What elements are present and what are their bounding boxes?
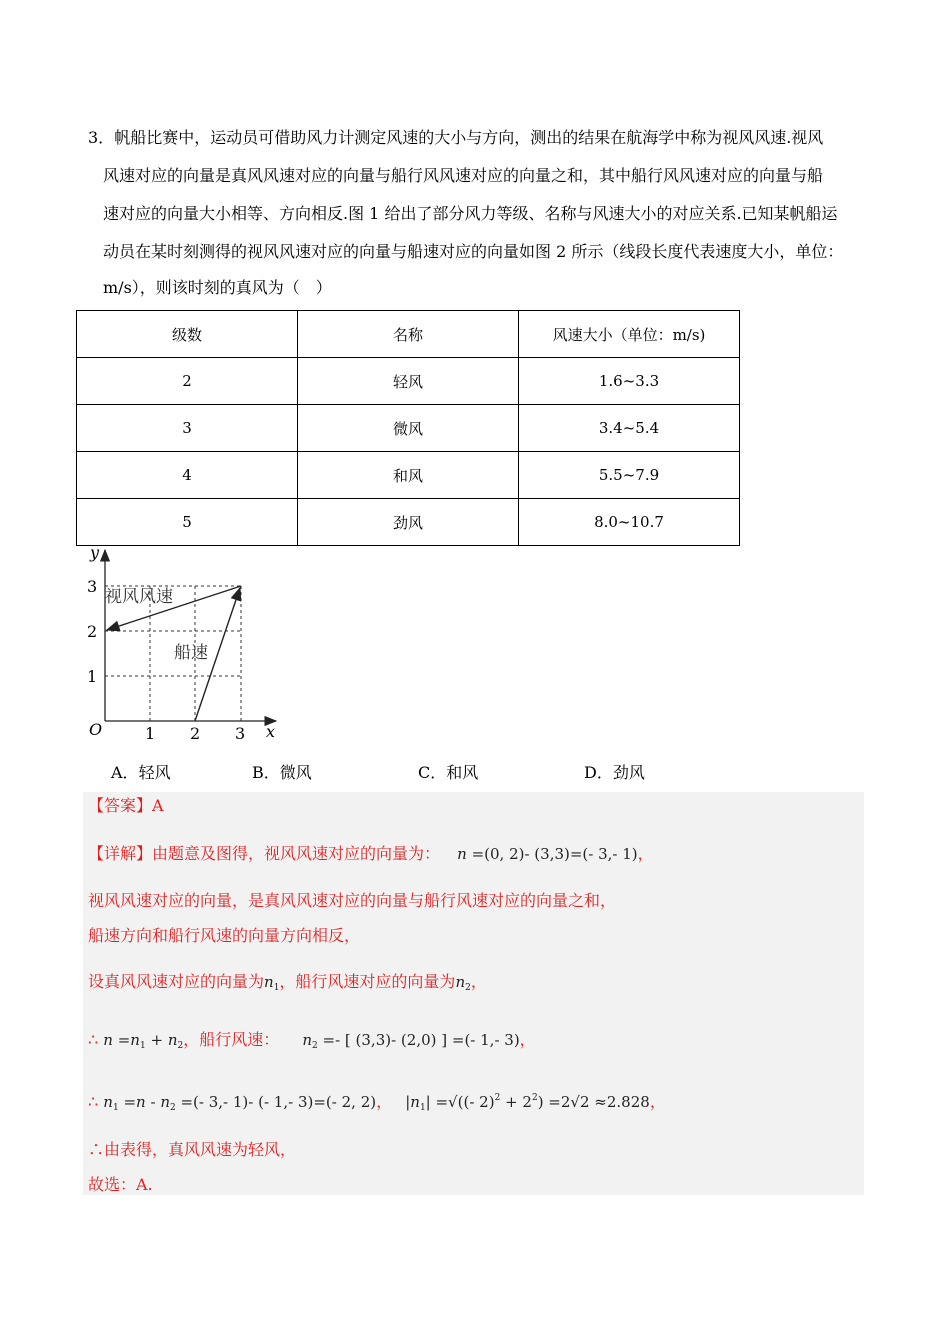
vector-diagram — [76, 545, 296, 745]
therefore-symbol: ∴ — [88, 1030, 99, 1049]
question-line-3: 速对应的向量大小相等、方向相反.图 1 给出了部分风力等级、名称与风速大小的对应关系.已知某帆船运 — [103, 204, 838, 223]
formula-magnitude: $|n_1|$ =√((- $2)^2 + 2^2) =2√2 \approx 2.828$ — [405, 1093, 650, 1113]
x-tick-label: 2 — [190, 724, 201, 743]
table-cell: 5.5~7.9 — [519, 452, 740, 499]
table-cell: 轻风 — [298, 358, 519, 405]
question-text-1: 帆船比赛中，运动员可借助风力计测定风速的大小与方向，测出的结果在航海学中称为视风风速.视风 — [114, 128, 824, 147]
y-axis-label: y — [90, 545, 100, 562]
detail-line-7: ∴由表得，真风风速为轻风， — [88, 1140, 297, 1159]
table-cell: 1.6~3.3 — [519, 358, 740, 405]
option-letter: D． — [584, 763, 613, 782]
detail-line-1 — [88, 844, 654, 864]
question-number: 3． — [88, 128, 115, 147]
table-cell: 2 — [77, 358, 298, 405]
detail-line-3: 船速方向和船行风速的向量方向相反， — [88, 926, 361, 945]
formula-true-wind: $n_1 =n - n_2$ =(- 3,- 1)- (- 1,- 3)=(- 2, 2) — [103, 1093, 377, 1113]
option-letter: C． — [418, 763, 447, 782]
table-cell: 劲风 — [298, 499, 519, 546]
table-header-row — [77, 311, 740, 358]
option-letter: A． — [111, 763, 139, 782]
apparent-wind-label: 视风风速 — [105, 587, 173, 607]
punctuation: ， — [637, 844, 654, 863]
option-b[interactable] — [252, 760, 312, 783]
table-header-cell: 名称 — [298, 311, 519, 358]
y-tick-label: 1 — [87, 667, 98, 686]
table-row — [77, 499, 740, 546]
table-row — [77, 358, 740, 405]
table-row — [77, 452, 740, 499]
formula-apparent-vector: n =(0, 2)- (3,3)=(- 3,- 1) — [457, 845, 638, 863]
table-cell: 4 — [77, 452, 298, 499]
therefore-symbol: ∴ — [88, 1092, 99, 1111]
detail-tag: 【详解】 — [88, 844, 153, 863]
x-tick-label: 3 — [235, 724, 246, 743]
question-line-1 — [88, 128, 823, 148]
answer-tag: 【答案】 — [88, 796, 153, 815]
detail-intro: 由题意及图得，视风风速对应的向量为： — [152, 844, 441, 863]
x-axis-label: x — [266, 722, 276, 741]
option-letter: B． — [252, 763, 280, 782]
table-header-cell: 级数 — [77, 311, 298, 358]
detail-line-5 — [88, 1030, 536, 1056]
table-row — [77, 405, 740, 452]
detail-text: ， — [470, 972, 487, 991]
origin-label: O — [89, 720, 103, 739]
detail-text: 设真风风速对应的向量为 — [88, 972, 265, 991]
boat-speed-label: 船速 — [174, 643, 208, 663]
answer-line — [88, 796, 164, 816]
formula-sum: $n =n_1 + n_2$ — [103, 1031, 184, 1051]
question-line-2: 风速对应的向量是真风风速对应的向量与船行风风速对应的向量之和，其中船行风风速对应的向量与船 — [103, 166, 824, 185]
punctuation: ， — [376, 1092, 393, 1111]
detail-text: ，船行风速： — [183, 1030, 280, 1049]
question-line-4: 动员在某时刻测得的视风风速对应的向量与船速对应的向量如图 2 所示（线段长度代表速度大小，单位： — [103, 242, 844, 261]
option-text: 轻风 — [138, 763, 171, 782]
wind-level-table — [76, 310, 740, 546]
detail-line-4 — [88, 972, 487, 998]
table-cell: 3 — [77, 405, 298, 452]
table-cell: 和风 — [298, 452, 519, 499]
option-d[interactable] — [584, 760, 645, 783]
detail-line-2: 视风风速对应的向量，是真风风速对应的向量与船行风速对应的向量之和， — [88, 891, 617, 910]
table-cell: 5 — [77, 499, 298, 546]
formula-boat-wind: $n_2$ =- [ (3,3)- (2,0) ] =(- 1,- 3) — [302, 1031, 520, 1051]
option-text: 微风 — [279, 763, 312, 782]
table-cell: 8.0~10.7 — [519, 499, 740, 546]
y-tick-label: 2 — [87, 622, 98, 641]
detail-line-6 — [88, 1088, 666, 1118]
option-a[interactable] — [111, 760, 171, 783]
table-header-cell: 风速大小（单位：m/s) — [519, 311, 740, 358]
punctuation: ， — [649, 1092, 666, 1111]
option-text: 劲风 — [612, 763, 645, 782]
x-tick-label: 1 — [145, 724, 156, 743]
answer-value: A — [152, 796, 164, 815]
option-text: 和风 — [446, 763, 479, 782]
table-cell: 3.4~5.4 — [519, 405, 740, 452]
detail-line-8: 故选：A. — [88, 1175, 153, 1194]
y-tick-label: 3 — [87, 577, 98, 596]
punctuation: ， — [519, 1030, 536, 1049]
table-cell: 微风 — [298, 405, 519, 452]
formula-n2: $n_2$ — [455, 973, 471, 993]
question-line-5: m/s），则该时刻的真风为（ ） — [103, 278, 332, 297]
formula-n1: $n_1$ — [264, 973, 280, 993]
option-c[interactable] — [418, 760, 478, 783]
detail-text: ，船行风速对应的向量为 — [279, 972, 456, 991]
